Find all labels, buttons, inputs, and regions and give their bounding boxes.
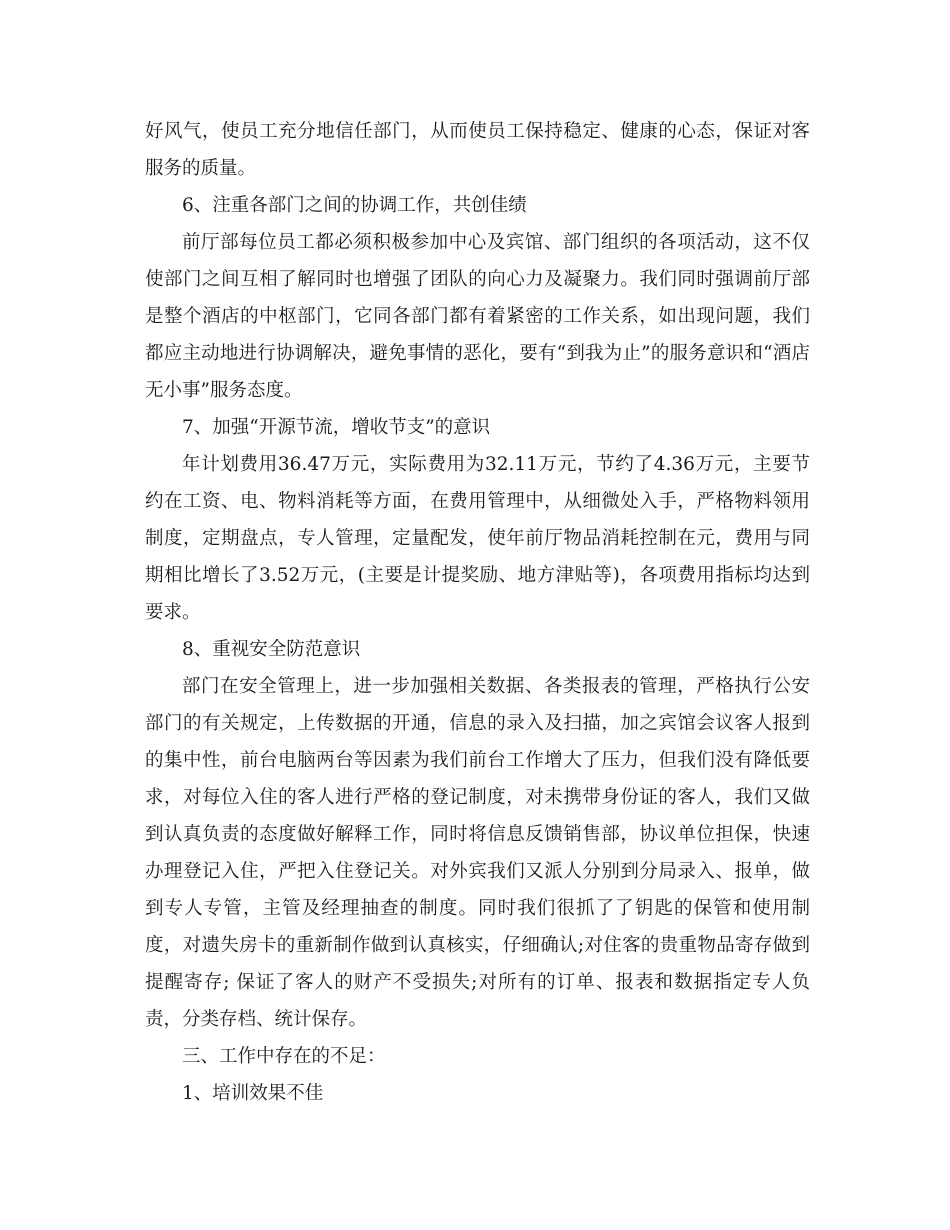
section-heading: 7、加强“开源节流，增收节支”的意识 [182, 417, 491, 438]
paragraph-body: 部门在安全管理上，进一步加强相关数据、各类报表的管理，严格执行公安部门的有关规定，上传数据的开通，信息的录入及扫描，加之宾馆会议客人报到的集中性，前台电脑两台等因素为我们前台工作增大了压力，但我们没有降低要求，对每位入住的客人进行严格的登记制度，对未携带身份证的客人，我们又做到认真负责的态度做好解释工作，同时将信息反馈销售部，协议单位担保，快速办理登记入住，严把入住登记关。对外宾我们又派人分别到分局录入、报单，做到专人专管，主管及经理抽查的制度。同时我们很抓了了钥匙的保管和使用制度，对遗失房卡的重新制作做到认真核实，仔细确认;对住客的贵重物品寄存做到提醒寄存; 保证了客人的财产不受损失;对所有的订单、报表和数据指定专人负责，分类存档、统计保存。 [145, 676, 810, 1030]
section-heading: 1、培训效果不佳 [182, 1083, 324, 1104]
paragraph-body: 年计划费用36.47万元，实际费用为32.11万元，节约了4.36万元，主要节约在工资、电、物料消耗等方面，在费用管理中，从细微处入手，严格物料领用制度，定期盘点，专人管理，定量配发，使年前厅物品消耗控制在元，费用与同期相比增长了3.52万元，(主要是计提奖励、地方津贴等)，各项费用指标均达到要求。 [145, 454, 810, 623]
section-heading: 6、注重各部门之间的协调工作，共创佳绩 [182, 195, 527, 216]
document-page [145, 113, 810, 1112]
section-heading: 8、重视安全防范意识 [182, 639, 361, 660]
paragraph-body: 好风气，使员工充分地信任部门，从而使员工保持稳定、健康的心态，保证对客服务的质量。 [145, 121, 810, 179]
paragraph-body: 前厅部每位员工都必须积极参加中心及宾馆、部门组织的各项活动，这不仅使部门之间互相了解同时也增强了团队的向心力及凝聚力。我们同时强调前厅部是整个酒店的中枢部门，它同各部门都有着紧密的工作关系，如出现问题，我们都应主动地进行协调解决，避免事情的恶化，要有“到我为止”的服务意识和“酒店无小事”服务态度。 [145, 232, 810, 401]
section-heading: 三、工作中存在的不足： [182, 1046, 386, 1067]
